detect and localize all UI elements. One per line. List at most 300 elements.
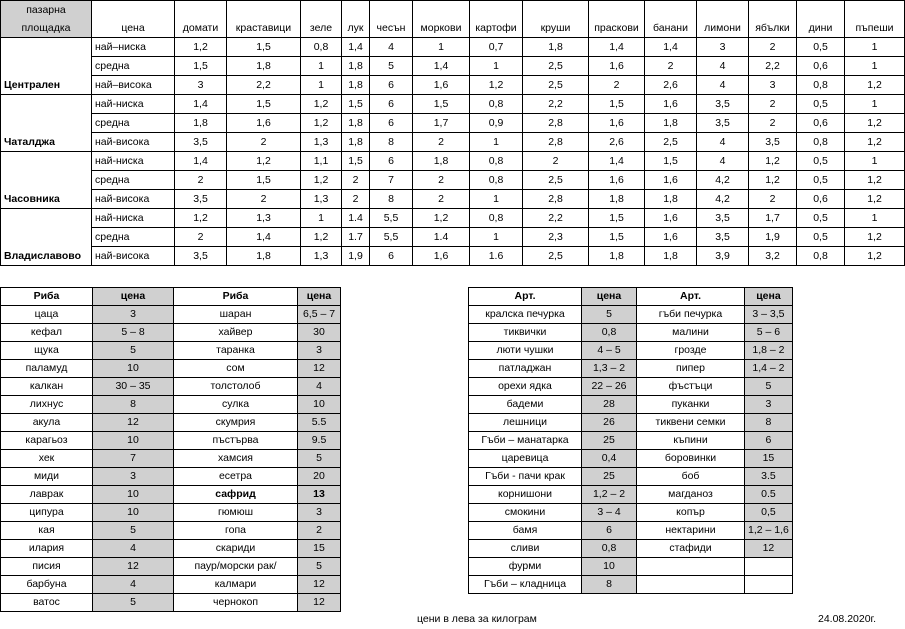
- price-cell: 1,2: [749, 171, 797, 190]
- price-cell: 3,5: [697, 228, 749, 247]
- price-cell: 2: [342, 171, 370, 190]
- price-cell: 1: [413, 38, 470, 57]
- item-row: [1, 486, 341, 504]
- item-name: шаран: [174, 306, 298, 324]
- product-header: лук: [342, 19, 370, 38]
- item-name: сулка: [174, 396, 298, 414]
- price-cell: 0,6: [797, 114, 845, 133]
- price-cell: 1,9: [749, 228, 797, 247]
- item-price: 25: [582, 432, 637, 450]
- item-price: 5.5: [298, 414, 341, 432]
- item-row: [469, 396, 793, 414]
- price-cell: 1,2: [470, 76, 523, 95]
- price-cell: 1,2: [845, 228, 905, 247]
- item-name: сливи: [469, 540, 582, 558]
- item-price: 28: [582, 396, 637, 414]
- price-row: [1, 152, 905, 171]
- price-cell: 0,5: [797, 95, 845, 114]
- item-row: [469, 522, 793, 540]
- product-header: краставици: [227, 19, 301, 38]
- item-price: 20: [298, 468, 341, 486]
- item-row: [1, 594, 341, 612]
- price-cell: 1,2: [845, 133, 905, 152]
- price-cell: 1,8: [342, 76, 370, 95]
- price-cell: 1,8: [227, 247, 301, 266]
- price-cell: 1,5: [342, 152, 370, 171]
- item-name: скариди: [174, 540, 298, 558]
- item-name: Гъби – кладница: [469, 576, 582, 594]
- price-cell: 3,5: [697, 95, 749, 114]
- price-cell: 4: [697, 152, 749, 171]
- price-cell: 1,4: [645, 38, 697, 57]
- price-cell: 1,4: [227, 228, 301, 247]
- price-cell: 1,8: [413, 152, 470, 171]
- price-cell: 1,8: [645, 114, 697, 133]
- price-cell: 2,5: [523, 247, 589, 266]
- price-cell: 1,5: [227, 95, 301, 114]
- price-cell: 1,6: [645, 171, 697, 190]
- item-name: нектарини: [637, 522, 745, 540]
- item-price: 0,8: [582, 324, 637, 342]
- price-cell: 1,5: [227, 38, 301, 57]
- item-name: есетра: [174, 468, 298, 486]
- price-cell: 0,5: [797, 228, 845, 247]
- price-cell: 1.6: [470, 247, 523, 266]
- item-row: [1, 396, 341, 414]
- header-price: цена: [298, 288, 341, 306]
- item-name: скумрия: [174, 414, 298, 432]
- price-cell: 2,8: [523, 114, 589, 133]
- price-cell: 2: [413, 171, 470, 190]
- item-name: паур/морски рак/: [174, 558, 298, 576]
- product-header: дини: [797, 19, 845, 38]
- item-price: 1,2 – 1,6: [745, 522, 793, 540]
- price-cell: 5,5: [370, 209, 413, 228]
- price-cell: 1,8: [645, 190, 697, 209]
- item-price: 1,8 – 2: [745, 342, 793, 360]
- item-price: 0,5: [745, 504, 793, 522]
- price-cell: 0,5: [797, 171, 845, 190]
- item-price: 3: [745, 396, 793, 414]
- item-name: стафиди: [637, 540, 745, 558]
- product-header: чесън: [370, 19, 413, 38]
- price-cell: 1,3: [301, 133, 342, 152]
- price-cell: 2: [413, 190, 470, 209]
- item-price: 30 – 35: [93, 378, 174, 396]
- price-cell: 4,2: [697, 190, 749, 209]
- item-price: [745, 576, 793, 594]
- item-name: чернокоп: [174, 594, 298, 612]
- price-cell: 1: [845, 57, 905, 76]
- item-price: 12: [93, 558, 174, 576]
- item-price: 12: [298, 360, 341, 378]
- product-header: домати: [175, 19, 227, 38]
- item-name: къпини: [637, 432, 745, 450]
- price-cell: 1,6: [645, 209, 697, 228]
- item-row: [469, 432, 793, 450]
- item-price: 1,2 – 2: [582, 486, 637, 504]
- price-level: средна: [92, 114, 175, 133]
- price-cell: 1.7: [342, 228, 370, 247]
- item-name: кралска печурка: [469, 306, 582, 324]
- price-cell: 2: [749, 114, 797, 133]
- item-row: [1, 414, 341, 432]
- price-level: най-ниска: [92, 209, 175, 228]
- price-cell: 1: [301, 76, 342, 95]
- item-name: акула: [1, 414, 93, 432]
- price-cell: 1,2: [845, 190, 905, 209]
- price-cell: 1,5: [175, 57, 227, 76]
- price-cell: 1: [301, 209, 342, 228]
- price-cell: 0,6: [797, 190, 845, 209]
- header-blank: [92, 1, 175, 20]
- price-cell: 1,2: [845, 171, 905, 190]
- price-level: най–висока: [92, 76, 175, 95]
- item-price: 10: [93, 504, 174, 522]
- header-place: площадка: [1, 19, 92, 38]
- header-price: цена: [92, 19, 175, 38]
- header-row-market: [1, 1, 905, 20]
- item-row: [1, 324, 341, 342]
- item-price: 12: [93, 414, 174, 432]
- price-cell: 1,8: [645, 247, 697, 266]
- fish-price-table: [0, 287, 341, 612]
- price-cell: 1,2: [301, 114, 342, 133]
- item-row: [469, 540, 793, 558]
- price-cell: 1: [845, 95, 905, 114]
- item-name: кая: [1, 522, 93, 540]
- price-cell: 1,6: [413, 76, 470, 95]
- price-cell: 8: [370, 190, 413, 209]
- price-cell: 3,5: [749, 133, 797, 152]
- item-name: хайвер: [174, 324, 298, 342]
- price-cell: 2,2: [523, 209, 589, 228]
- header-price: цена: [93, 288, 174, 306]
- product-header: ябълки: [749, 19, 797, 38]
- item-name: фъстъци: [637, 378, 745, 396]
- item-name: паламуд: [1, 360, 93, 378]
- price-cell: 1,2: [301, 171, 342, 190]
- item-name: орехи ядка: [469, 378, 582, 396]
- price-level: средна: [92, 171, 175, 190]
- price-cell: 1,3: [227, 209, 301, 228]
- report-date: 24.08.2020г.: [818, 613, 877, 625]
- item-price: 8: [745, 414, 793, 432]
- item-name: [637, 576, 745, 594]
- item-price: 10: [93, 432, 174, 450]
- price-level: средна: [92, 228, 175, 247]
- item-name: карагьоз: [1, 432, 93, 450]
- item-price: 3: [298, 342, 341, 360]
- price-cell: 3,5: [697, 209, 749, 228]
- item-row: [469, 576, 793, 594]
- item-price: 2: [298, 522, 341, 540]
- item-price: 3 – 4: [582, 504, 637, 522]
- price-cell: 2: [523, 152, 589, 171]
- price-cell: 6: [370, 114, 413, 133]
- price-cell: 1,4: [175, 95, 227, 114]
- item-name: барбуна: [1, 576, 93, 594]
- price-cell: 1,5: [413, 95, 470, 114]
- item-price: 6: [582, 522, 637, 540]
- market-name: Чаталджа: [1, 95, 92, 152]
- item-price: 25: [582, 468, 637, 486]
- price-cell: 1,8: [589, 190, 645, 209]
- item-name: сафрид: [174, 486, 298, 504]
- price-cell: 2,2: [523, 95, 589, 114]
- price-cell: 4: [370, 38, 413, 57]
- price-level: най-висока: [92, 190, 175, 209]
- price-row: [1, 190, 905, 209]
- price-cell: 2,2: [749, 57, 797, 76]
- price-cell: 2: [227, 133, 301, 152]
- item-price: 6: [745, 432, 793, 450]
- price-cell: 0,8: [470, 171, 523, 190]
- header-blank: [175, 1, 227, 20]
- market-name: Часовника: [1, 152, 92, 209]
- price-cell: 1,6: [413, 247, 470, 266]
- item-row: [1, 468, 341, 486]
- product-header: круши: [523, 19, 589, 38]
- price-cell: 0,8: [797, 247, 845, 266]
- price-cell: 1: [845, 152, 905, 171]
- item-price: 13: [298, 486, 341, 504]
- item-name: копър: [637, 504, 745, 522]
- header-blank: [797, 1, 845, 20]
- header-blank: [413, 1, 470, 20]
- item-row: [1, 504, 341, 522]
- item-price: 7: [93, 450, 174, 468]
- item-row: [1, 306, 341, 324]
- price-cell: 1,2: [175, 38, 227, 57]
- price-cell: 1: [845, 209, 905, 228]
- price-cell: 2,5: [523, 171, 589, 190]
- price-cell: 0,5: [797, 152, 845, 171]
- item-price: 3 – 3,5: [745, 306, 793, 324]
- price-cell: 1,2: [845, 247, 905, 266]
- item-price: 26: [582, 414, 637, 432]
- price-cell: 1,4: [589, 38, 645, 57]
- price-cell: 2,8: [523, 133, 589, 152]
- item-name: смокини: [469, 504, 582, 522]
- item-price: 10: [93, 360, 174, 378]
- price-cell: 1,2: [301, 95, 342, 114]
- price-cell: 0,8: [470, 152, 523, 171]
- price-cell: 2: [749, 190, 797, 209]
- price-cell: 1.4: [342, 209, 370, 228]
- item-price: 9.5: [298, 432, 341, 450]
- price-cell: 1: [301, 57, 342, 76]
- price-row: [1, 209, 905, 228]
- price-cell: 2,6: [589, 133, 645, 152]
- price-cell: 3,2: [749, 247, 797, 266]
- market-price-table: [0, 0, 905, 266]
- item-price: 1,4 – 2: [745, 360, 793, 378]
- header-blank: [589, 1, 645, 20]
- price-cell: 1,6: [589, 57, 645, 76]
- price-cell: 0,8: [797, 76, 845, 95]
- price-cell: 1: [470, 57, 523, 76]
- header-row: [1, 288, 341, 306]
- price-unit-note: цени в лева за килограм: [417, 613, 537, 625]
- item-price: 12: [298, 594, 341, 612]
- price-row: [1, 38, 905, 57]
- price-cell: 0,5: [797, 38, 845, 57]
- item-name: хек: [1, 450, 93, 468]
- item-name: пуканки: [637, 396, 745, 414]
- price-cell: 2: [749, 95, 797, 114]
- header-market: пазарна: [1, 1, 92, 20]
- header-blank: [645, 1, 697, 20]
- header-name: Риба: [174, 288, 298, 306]
- item-price: 0,8: [582, 540, 637, 558]
- item-name: [637, 558, 745, 576]
- price-cell: 0,6: [797, 57, 845, 76]
- item-name: писия: [1, 558, 93, 576]
- price-cell: 1,6: [589, 114, 645, 133]
- item-price: 6,5 – 7: [298, 306, 341, 324]
- item-price: 3: [298, 504, 341, 522]
- price-cell: 1: [470, 228, 523, 247]
- item-row: [469, 324, 793, 342]
- price-cell: 0,9: [470, 114, 523, 133]
- price-cell: 4: [697, 133, 749, 152]
- other-products-price-table: [468, 287, 793, 594]
- price-cell: 5: [370, 57, 413, 76]
- item-name: миди: [1, 468, 93, 486]
- item-row: [1, 342, 341, 360]
- item-row: [469, 342, 793, 360]
- price-cell: 1,3: [301, 190, 342, 209]
- product-header: лимони: [697, 19, 749, 38]
- item-row: [469, 306, 793, 324]
- item-name: Гъби – манатарка: [469, 432, 582, 450]
- item-price: 10: [298, 396, 341, 414]
- price-cell: 3,9: [697, 247, 749, 266]
- price-cell: 6: [370, 247, 413, 266]
- item-price: 5 – 8: [93, 324, 174, 342]
- item-price: 3.5: [745, 468, 793, 486]
- item-price: 5 – 6: [745, 324, 793, 342]
- price-cell: 0,5: [797, 209, 845, 228]
- item-name: боровинки: [637, 450, 745, 468]
- header-blank: [470, 1, 523, 20]
- price-cell: 0,8: [470, 209, 523, 228]
- item-row: [1, 432, 341, 450]
- item-price: 15: [298, 540, 341, 558]
- price-row: [1, 95, 905, 114]
- item-price: [745, 558, 793, 576]
- price-row: [1, 76, 905, 95]
- item-name: тиквички: [469, 324, 582, 342]
- item-name: щука: [1, 342, 93, 360]
- item-price: 3: [93, 468, 174, 486]
- price-cell: 1,2: [749, 152, 797, 171]
- item-price: 1,3 – 2: [582, 360, 637, 378]
- header-blank: [523, 1, 589, 20]
- item-name: бамя: [469, 522, 582, 540]
- price-level: най-висока: [92, 133, 175, 152]
- item-name: лаврак: [1, 486, 93, 504]
- price-cell: 6: [370, 76, 413, 95]
- item-name: хамсия: [174, 450, 298, 468]
- price-row: [1, 133, 905, 152]
- price-cell: 0,7: [470, 38, 523, 57]
- price-cell: 1,8: [523, 38, 589, 57]
- item-price: 5: [298, 558, 341, 576]
- header-blank: [370, 1, 413, 20]
- price-cell: 0,8: [301, 38, 342, 57]
- header-row-products: [1, 19, 905, 38]
- price-cell: 6: [370, 95, 413, 114]
- item-name: гопа: [174, 522, 298, 540]
- price-cell: 1: [845, 38, 905, 57]
- price-level: най-ниска: [92, 152, 175, 171]
- price-cell: 1,2: [845, 114, 905, 133]
- item-name: калмари: [174, 576, 298, 594]
- product-header: банани: [645, 19, 697, 38]
- item-name: пипер: [637, 360, 745, 378]
- item-name: калкан: [1, 378, 93, 396]
- price-cell: 1,8: [227, 57, 301, 76]
- header-blank: [845, 1, 905, 20]
- price-row: [1, 171, 905, 190]
- price-cell: 4: [697, 76, 749, 95]
- price-row: [1, 57, 905, 76]
- price-cell: 1,8: [342, 114, 370, 133]
- price-cell: 1,8: [342, 57, 370, 76]
- price-row: [1, 228, 905, 247]
- price-cell: 1,2: [413, 209, 470, 228]
- header-name: Риба: [1, 288, 93, 306]
- market-name: Централен: [1, 38, 92, 95]
- item-name: бадеми: [469, 396, 582, 414]
- item-row: [469, 450, 793, 468]
- price-cell: 6: [370, 152, 413, 171]
- item-price: 12: [745, 540, 793, 558]
- item-price: 5: [582, 306, 637, 324]
- item-row: [469, 360, 793, 378]
- price-cell: 1,1: [301, 152, 342, 171]
- price-cell: 3,5: [175, 247, 227, 266]
- price-cell: 7: [370, 171, 413, 190]
- item-row: [1, 360, 341, 378]
- item-row: [1, 558, 341, 576]
- item-row: [1, 450, 341, 468]
- item-name: илария: [1, 540, 93, 558]
- item-price: 4: [93, 540, 174, 558]
- price-cell: 1,9: [342, 247, 370, 266]
- header-row: [469, 288, 793, 306]
- header-blank: [697, 1, 749, 20]
- price-level: най–ниска: [92, 38, 175, 57]
- price-row: [1, 247, 905, 266]
- item-name: магданоз: [637, 486, 745, 504]
- price-level: средна: [92, 57, 175, 76]
- price-cell: 2,5: [523, 57, 589, 76]
- price-cell: 1.4: [413, 228, 470, 247]
- price-cell: 2,5: [523, 76, 589, 95]
- item-name: ципура: [1, 504, 93, 522]
- item-price: 8: [93, 396, 174, 414]
- item-row: [469, 378, 793, 396]
- price-cell: 1,2: [845, 76, 905, 95]
- item-name: сом: [174, 360, 298, 378]
- price-level: най-висока: [92, 247, 175, 266]
- price-cell: 2: [589, 76, 645, 95]
- price-cell: 3,5: [175, 190, 227, 209]
- item-name: ватос: [1, 594, 93, 612]
